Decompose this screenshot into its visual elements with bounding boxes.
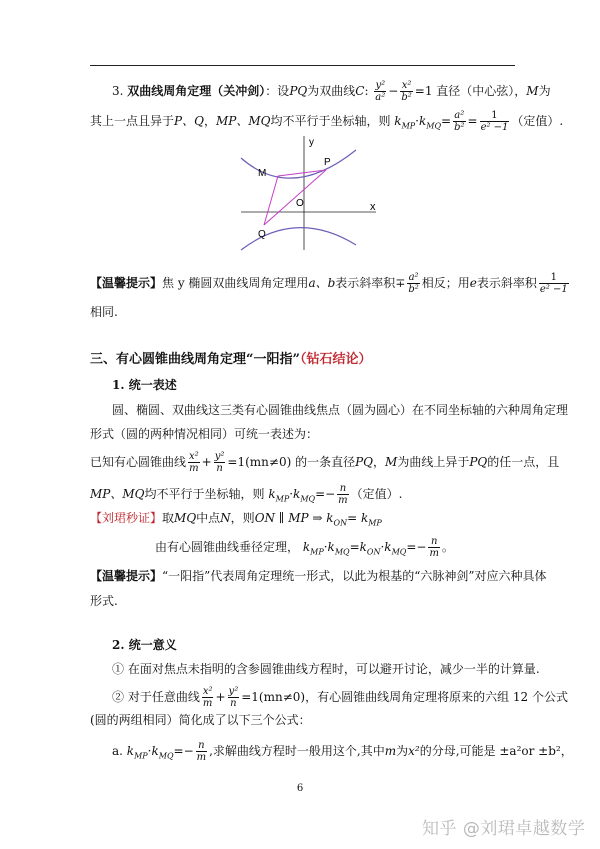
text: 其上一点且异于 xyxy=(90,114,175,128)
header-rule xyxy=(90,65,515,66)
text: （定值）. xyxy=(511,114,564,128)
section-number: 3. xyxy=(112,84,124,98)
label-o: O xyxy=(296,198,304,209)
tip1-line1 xyxy=(90,272,568,295)
sub2-item4: a. $k_{MP}\cdot k_{MQ}=-$ $\frac{n}{m}$ ,求解曲线方程时一般用这个,其中m为x²的分母,可能是 ±a²or ±b²， xyxy=(112,740,573,763)
sub2-item2: ② 对于任意曲线 $\frac{\text{x²}}{m}$ + $\frac{\text{y²}}{n}$ =1(mn≠0)，有心圆锥曲线周角定理将原来的六组 12 个公式 xyxy=(112,686,568,709)
frac-y2-a2: $\frac{\text{y²}}{\text{a²}}$ xyxy=(375,80,386,103)
sub-mp: MP xyxy=(401,121,416,131)
text: 均不平行于坐标轴，则 xyxy=(144,487,265,501)
math-m: M xyxy=(385,455,398,469)
sub2-item3: (圆的两组相同）简化成了以下三个公式： xyxy=(90,713,311,727)
frac-x2-b2: $\frac{\text{x²}}{\text{b²}}$ xyxy=(401,80,412,103)
label-x: x xyxy=(370,201,376,213)
frac-1-e2: $\frac{1}{\text{e² −1}}$ xyxy=(480,110,509,133)
text: “一阳指”代表周角定理统一形式，以此为根基的“六脉神剑”对应六种具体 xyxy=(162,569,547,583)
text: =1 直径（中心弦）， xyxy=(414,84,527,98)
frac-y2-n: $\frac{\text{y²}}{n}$ xyxy=(214,451,225,474)
math-e: e xyxy=(469,276,477,290)
text: 由有心圆锥曲线垂径定理， xyxy=(155,540,300,554)
text: 已知有心圆锥曲线 xyxy=(90,455,187,469)
frac-tip2: $\frac{1}{\text{e² −1}}$ xyxy=(539,272,568,295)
chapter-badge: （钻石结论） xyxy=(299,352,372,367)
text: ∓ xyxy=(395,276,406,290)
sub-mq: MQ xyxy=(426,121,442,131)
text: 中点 xyxy=(196,511,221,525)
sub1-p3: 已知有心圆锥曲线 $\frac{\text{x²}}{m}$ + $\frac{\text{y²}}{n}$ =1(mn≠0) 的一条直径PQ，M为曲线上异于PQ的任一点，且 xyxy=(90,451,560,474)
text: ：设 xyxy=(265,84,290,98)
frac-n-m-2: $\frac{n}{m}$ xyxy=(429,536,439,559)
section-title: 双曲线周角定理（关冲剑） xyxy=(127,84,266,98)
chapter-title: 三、有心圆锥曲线周角定理“一阳指” xyxy=(90,352,300,367)
sub-mp: MP xyxy=(368,518,382,528)
text: ， xyxy=(203,114,216,128)
sub1-p2: 形式（圆的两种情况相同）可统一表述为： xyxy=(90,427,319,441)
text: ， xyxy=(373,455,386,469)
tip1-line2: 相同. xyxy=(90,305,118,319)
proof-line2: 由有心圆锥曲线垂径定理， $k_{MP}\cdot k_{MQ}=k_{ON}\cdot k_{MQ}=-$ $\frac{n}{m}$ 。 xyxy=(155,536,454,559)
watermark: 知乎 @刘珺卓越数学 xyxy=(422,819,586,839)
text: ，则 xyxy=(230,511,255,525)
sub1-p4: MP、MQ均不平行于坐标轴，则 $k_{MP}\cdot k_{MQ}=-$ $\frac{n}{m}$ （定值）. xyxy=(90,483,403,506)
text: a. xyxy=(112,744,123,758)
frac-a2-b2: $\frac{\text{a²}}{\text{b²}}$ xyxy=(454,110,465,133)
math-mp-mq: MP、MQ xyxy=(215,114,271,128)
tip-tag: 【温馨提示】 xyxy=(90,276,163,290)
math-c: C xyxy=(355,84,365,98)
math-p-q: P、Q xyxy=(174,114,204,128)
frac-x2-m: $\frac{\text{x²}}{m}$ xyxy=(189,451,199,474)
math-m: m xyxy=(384,744,397,758)
math-m: M xyxy=(526,84,539,98)
section3-line1: 3. 双曲线周角定理（关冲剑）：设PQ为双曲线C: $\frac{\text{y²}}{\text{a²}}$ − $\frac{\text{x²}}{\text{b²}}$ =1 直径（中心弦），M为 xyxy=(112,80,551,103)
text: 为 xyxy=(538,84,551,98)
chord-mq xyxy=(264,176,278,225)
text: 的分母,可能是 ±a²or ±b²， xyxy=(419,744,573,758)
math-n: N xyxy=(220,511,231,525)
math-eq: = k xyxy=(347,511,369,525)
text: 取 xyxy=(162,511,175,525)
text: 焦 y 椭圆双曲线周角定理用 xyxy=(162,276,309,290)
math-pq: PQ xyxy=(289,84,308,98)
text: 为 xyxy=(396,744,409,758)
tip-tag: 【温馨提示】 xyxy=(90,569,163,583)
math-pq: PQ xyxy=(469,455,488,469)
chapter-heading xyxy=(90,352,520,368)
text: 表示斜率积 xyxy=(335,276,396,290)
frac-n-m: $\frac{n}{m}$ xyxy=(338,483,348,506)
label-q: Q xyxy=(258,229,266,240)
text: 为双曲线 xyxy=(307,84,356,98)
hyperbola-figure xyxy=(236,130,386,255)
sub-mp: MP xyxy=(275,494,290,504)
math-ab: a、b xyxy=(308,276,336,290)
sub-on: ON xyxy=(333,518,348,528)
math-k: k xyxy=(394,114,402,128)
tip2-line1 xyxy=(90,568,547,584)
frac-x2-m-3: $\frac{\text{x²}}{m}$ xyxy=(202,686,213,709)
text: ② 对于任意曲线 xyxy=(112,690,200,704)
math-mp-mq: MP、MQ xyxy=(90,487,145,501)
label-m: M xyxy=(258,168,267,179)
proof-line xyxy=(90,510,520,531)
sub-mq: MQ xyxy=(300,494,316,504)
proof-tag: 【刘珺秒证】 xyxy=(90,511,163,525)
tip2-line2: 形式. xyxy=(90,594,118,608)
sub1-p1: 圆、椭圆、双曲线这三类有心圆锥曲线焦点（圆为圆心）在不同坐标轴的六种周角定理 xyxy=(112,403,569,417)
label-p: P xyxy=(324,157,331,168)
sub1-title: 1. 统一表述 xyxy=(112,378,177,392)
math-k: k xyxy=(418,114,427,128)
text: ,求解曲线方程时一般用这个,其中 xyxy=(209,744,385,758)
text: 为曲线上异于 xyxy=(397,455,470,469)
text: 相反；用 xyxy=(421,276,470,290)
sub2-title: 2. 统一意义 xyxy=(112,638,177,652)
page-number: 6 xyxy=(296,783,304,794)
section3-line2: 其上一点且异于P、Q，MP、MQ均不平行于坐标轴，则 $k_{MP}\cdot k_{MQ}=$ $\frac{\text{a²}}{\text{b²}}$ = $\frac{1}{\text{e² −1}}$ （定值）. xyxy=(90,110,564,133)
math-pq: PQ xyxy=(355,455,373,469)
text: （定值）. xyxy=(350,487,403,501)
text: 表示斜率积 xyxy=(476,276,537,290)
frac-tip: $\frac{\text{a²}}{\text{b²}}$ xyxy=(408,272,419,295)
text: =1(mn≠0)，有心圆锥曲线周角定理将原来的六组 12 个公式 xyxy=(241,690,568,704)
text: 的任一点，且 xyxy=(487,455,560,469)
frac-n-m-4: $\frac{n}{m}$ xyxy=(196,740,207,763)
math-on-mp: ON ∥ MP ⇒ k xyxy=(254,511,334,525)
text: 均不平行于坐标轴，则 xyxy=(270,114,391,128)
math-mq: MQ xyxy=(174,511,197,525)
text: =1(mn≠0) 的一条直径 xyxy=(227,455,356,469)
sub2-item1: ① 在面对焦点未指明的含参圆锥曲线方程时，可以避开讨论，减少一半的计算量. xyxy=(112,662,540,676)
frac-y2-n-3: $\frac{\text{y²}}{n}$ xyxy=(228,686,239,709)
math-x2: x² xyxy=(408,744,420,758)
label-y: y xyxy=(309,137,314,148)
